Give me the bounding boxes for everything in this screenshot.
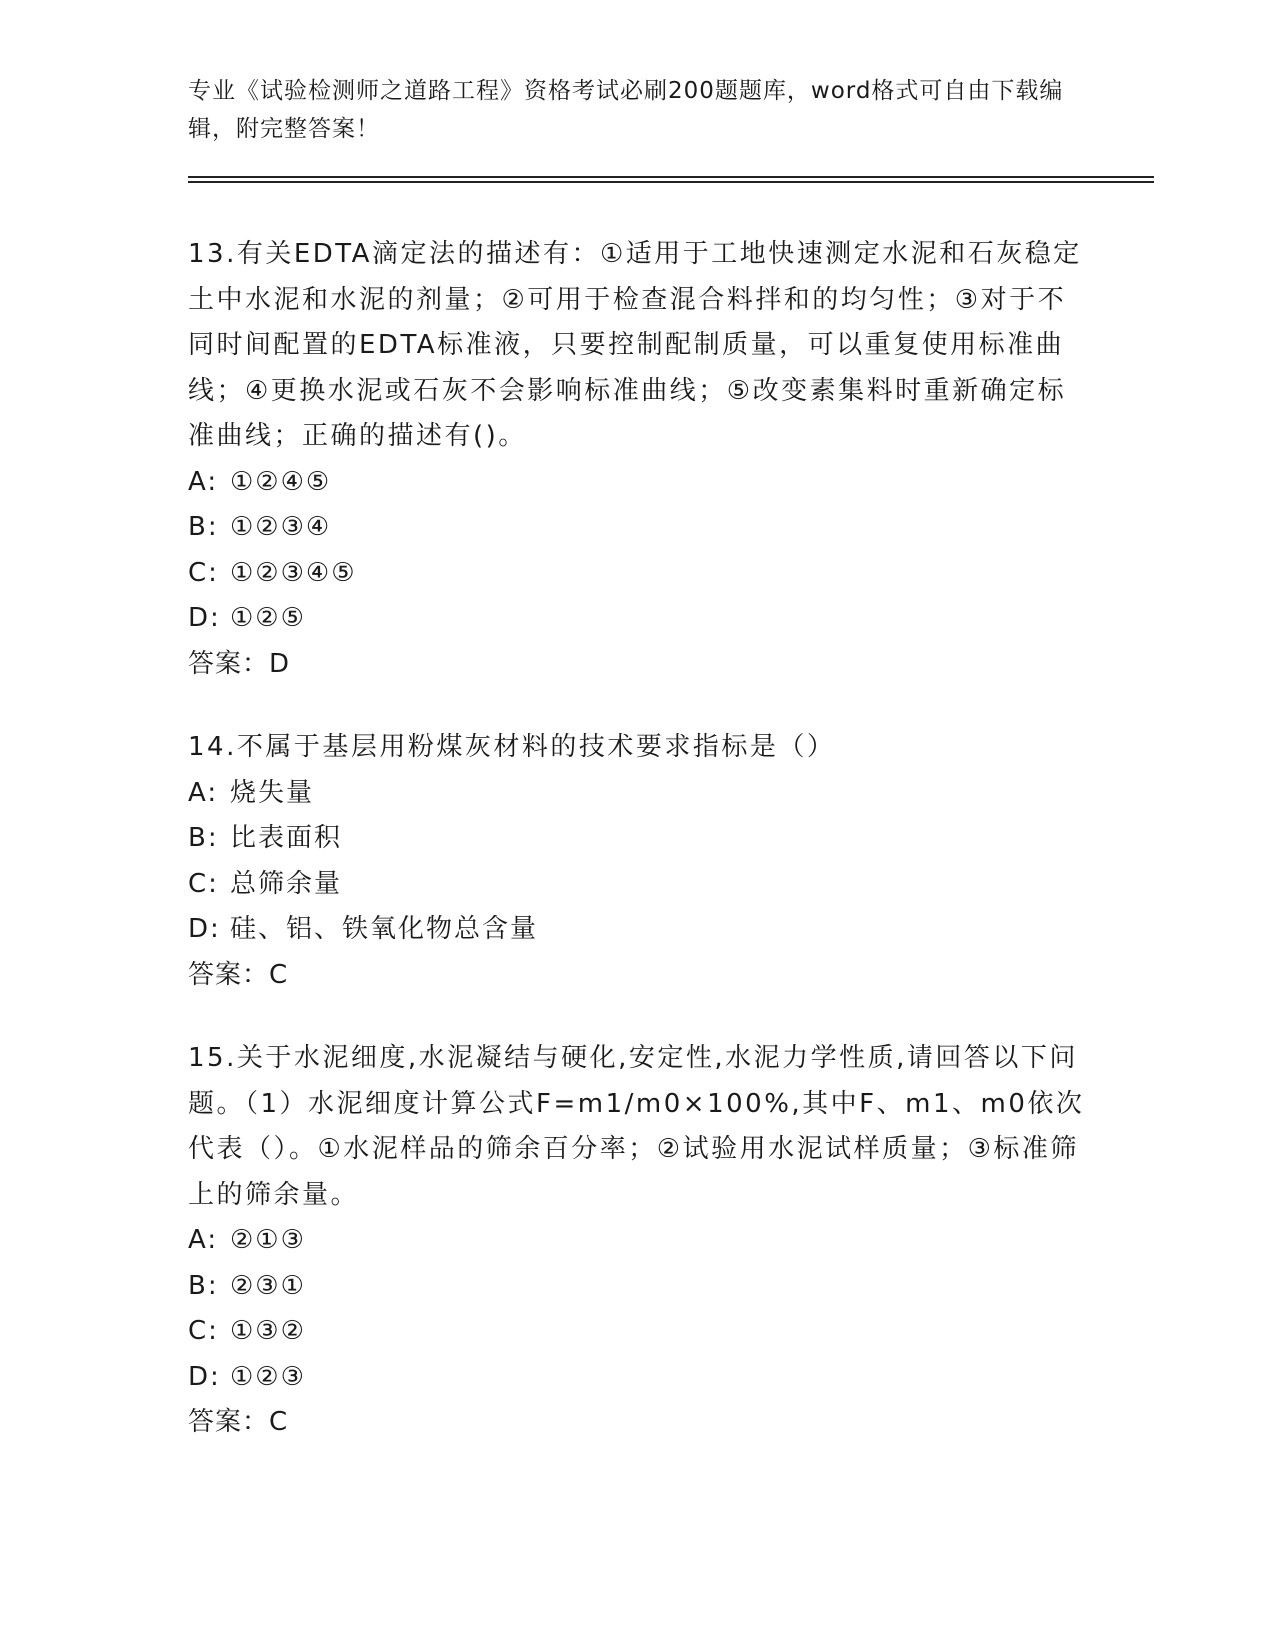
option-a [188,460,1088,506]
option-text: 烧失量 [230,777,315,808]
option-a [188,771,1088,817]
option-label: A: [188,777,219,808]
header-divider-bottom [188,181,1154,183]
option-label: D: [188,914,221,944]
question-stem: 15.关于水泥细度,水泥凝结与硬化,安定性,水泥力学性质,请回答以下问题。（1）水泥细度计算公式F=m1/m0×100%,其中F、m1、m0依次代表（）。①水泥样品的筛余百分率；②试验用水泥试样质量；③标准筛上的筛余量。 [188,1043,1085,1210]
option-label: A: [188,1225,219,1255]
option-d [188,907,1088,953]
question-stem: 14.不属于基层用粉煤灰材料的技术要求指标是（） [188,732,836,762]
option-label: B: [188,823,219,853]
question-list [188,232,1088,1484]
question-14 [188,725,1088,998]
option-label: D: [188,603,221,633]
option-c [188,551,1088,597]
option-text: 硅、铝、铁氧化物总含量 [230,914,539,944]
option-c [188,1309,1088,1355]
option-text: ②③① [230,1270,306,1301]
option-text: 总筛余量 [230,868,343,899]
option-text: ①③② [230,1316,306,1346]
header-divider-top [188,176,1154,178]
page-header: 专业《试验检测师之道路工程》资格考试必刷200题题库，word格式可自由下载编辑，附完整答案！ [188,78,1064,142]
option-text: ②①③ [230,1225,306,1255]
option-text: 比表面积 [230,823,343,853]
question-stem: 13.有关EDTA滴定法的描述有：①适用于工地快速测定水泥和石灰稳定土中水泥和水泥的剂量；②可用于检查混合料拌和的均匀性；③对于不同时间配置的EDTA标准液，只要控制配制质量，可以重复使用标准曲线；④更换水泥或石灰不会影响标准曲线；⑤改变素集料时重新确定标准曲线；正确的描述有()。 [188,239,1082,451]
option-b [188,505,1088,551]
option-c [188,862,1088,908]
option-b [188,1264,1088,1310]
answer: 答案：D [188,648,291,679]
option-label: C: [188,557,219,588]
option-label: C: [188,868,219,899]
answer: 答案：C [188,1407,289,1437]
question-15 [188,1036,1088,1446]
option-text: ①②③ [230,1361,306,1392]
option-text: ①②③④ [230,512,332,542]
option-a [188,1218,1088,1264]
option-d [188,596,1088,642]
question-13 [188,232,1088,687]
option-text: ①②⑤ [230,603,306,633]
option-text: ①②④⑤ [230,466,332,497]
option-label: B: [188,1270,219,1301]
answer: 答案：C [188,959,289,990]
option-label: D: [188,1361,221,1392]
option-text: ①②③④⑤ [230,557,357,588]
option-b [188,816,1088,862]
option-label: C: [188,1316,219,1346]
option-label: A: [188,466,219,497]
option-label: B: [188,512,219,542]
option-d [188,1355,1088,1401]
